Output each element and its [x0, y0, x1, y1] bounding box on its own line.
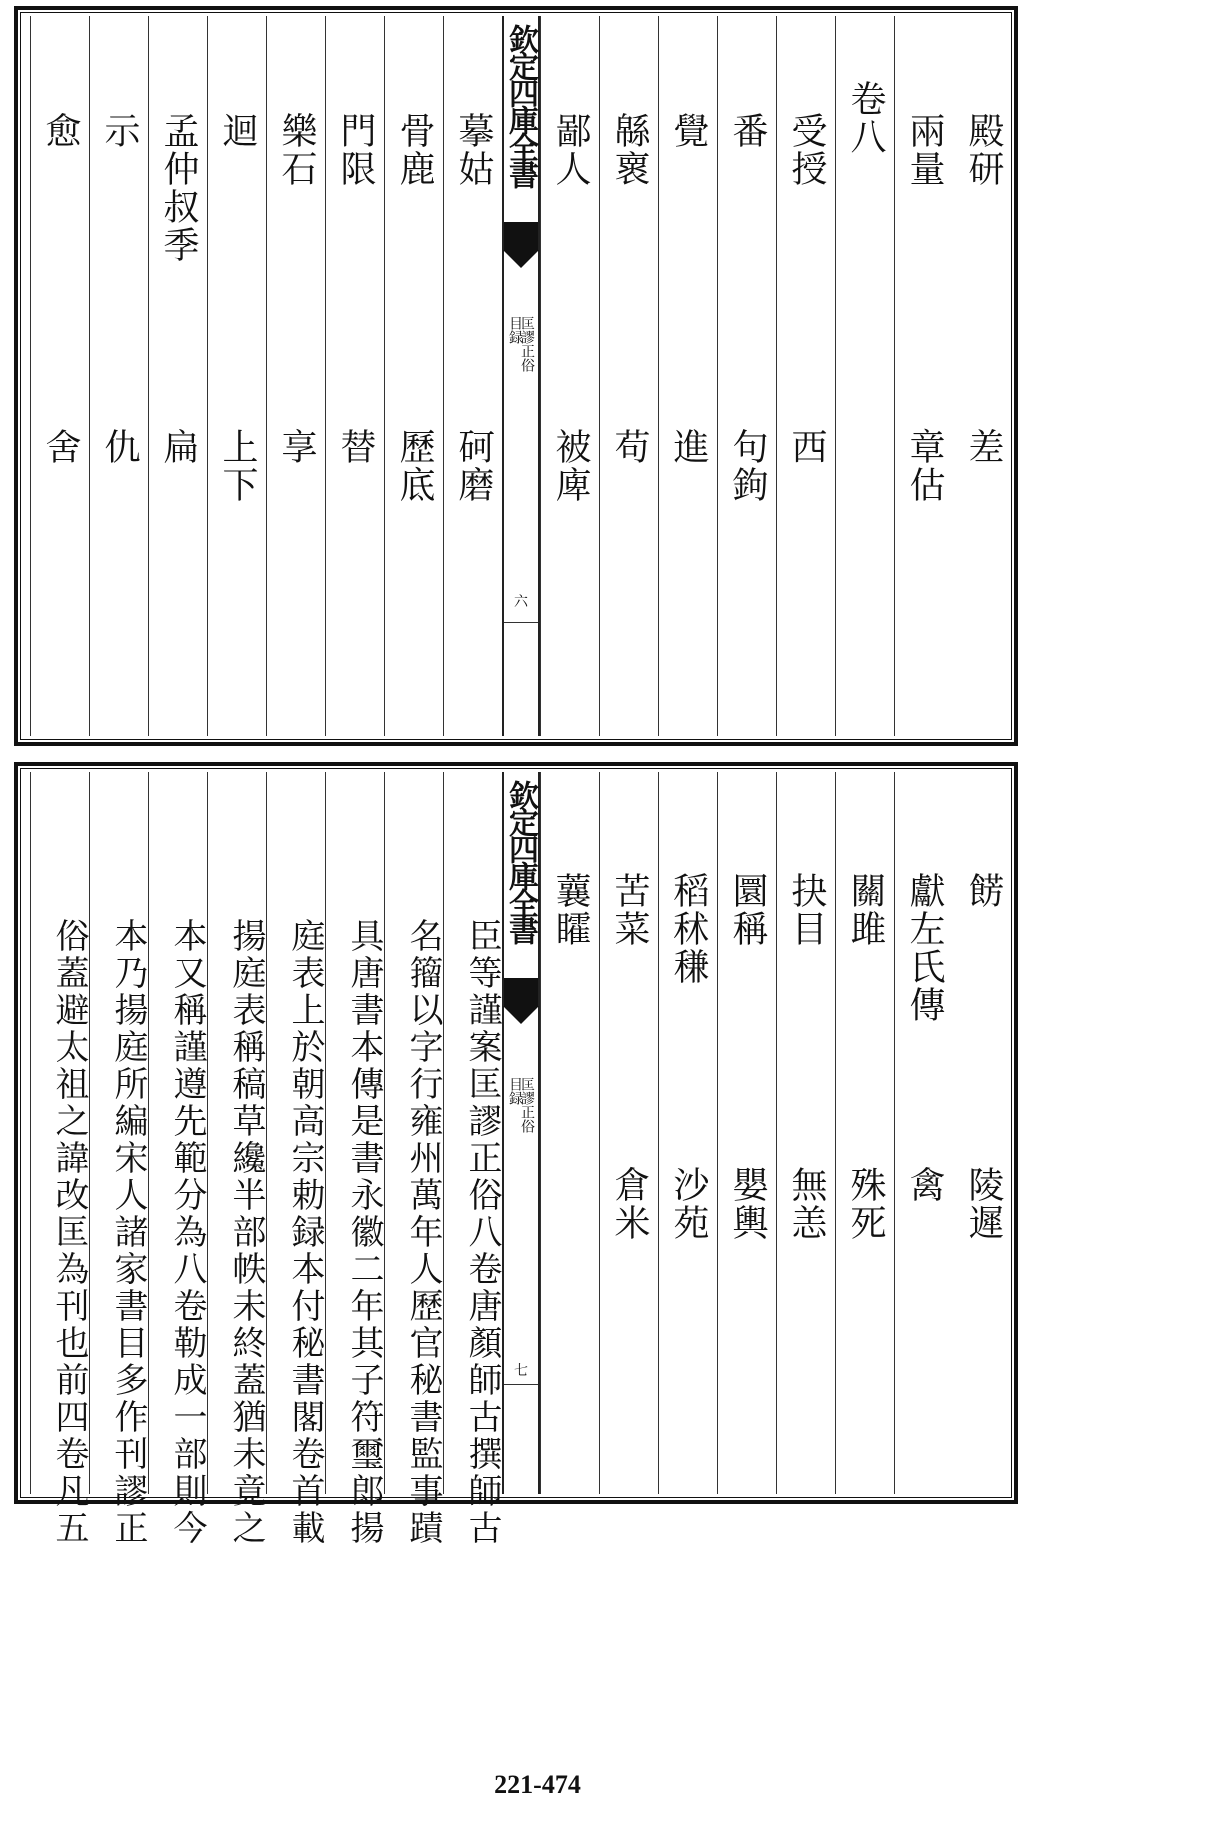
entry-upper: 孟仲叔季: [158, 112, 199, 264]
entry-lower: 上下: [217, 428, 258, 504]
text-column: [835, 772, 894, 1494]
text-column: [30, 772, 89, 1547]
entry-upper: 卷八: [845, 80, 886, 156]
text-column: [894, 16, 953, 736]
entry-upper: 樂石: [276, 112, 317, 188]
entry-lower: 殊死: [845, 1166, 886, 1242]
entry-upper: 鄙人: [550, 112, 591, 188]
entry-lower: 章估: [904, 428, 945, 504]
entry-upper: 骨鹿: [394, 112, 435, 188]
entry-lower: 倉米: [609, 1166, 650, 1242]
entry-lower: 嬰輿: [727, 1166, 768, 1242]
column-text: 本又稱謹遵先範分為八卷勒成一部則今: [167, 918, 207, 1547]
center-spine: [502, 772, 540, 1494]
text-column: [384, 772, 443, 1547]
text-column: [894, 772, 953, 1494]
entry-upper: 示: [99, 112, 140, 150]
text-column: [599, 16, 658, 736]
text-column: [953, 772, 1012, 1494]
entry-upper: 迴: [217, 112, 258, 150]
entry-upper: 稻秫稴: [668, 872, 709, 986]
page-folio-number: 221-474: [494, 1770, 581, 1799]
spine-section: 目録: [507, 316, 523, 344]
entry-lower: 替: [335, 428, 376, 466]
entry-lower: 享: [276, 428, 317, 466]
fishtail-mark: [504, 222, 538, 250]
text-column: [89, 16, 148, 736]
spine-title: 欽定四庫全書: [503, 780, 538, 942]
entry-upper: 摹姑: [453, 112, 494, 188]
spine-rule: [504, 1384, 538, 1385]
text-column: [148, 772, 207, 1547]
column-text: 揚庭表稱稿草纔半部帙未終蓋猶未竟之: [226, 918, 266, 1547]
text-column: [325, 772, 384, 1547]
spine-section: 目録: [507, 1077, 523, 1105]
spine-rule: [504, 622, 538, 623]
text-column: [717, 16, 776, 736]
spine-book-title: 匡謬正俗: [519, 1077, 535, 1133]
text-column: [776, 772, 835, 1494]
entry-lower: 扁: [158, 428, 199, 466]
text-column: [443, 772, 502, 1547]
text-column: [540, 772, 599, 1494]
entry-lower: 西: [786, 428, 827, 466]
entry-lower: 陵遲: [963, 1166, 1004, 1242]
entry-upper: 關雎: [845, 872, 886, 948]
fishtail-mark: [504, 978, 538, 1006]
text-column: [384, 16, 443, 736]
entry-lower: 沙苑: [668, 1166, 709, 1242]
text-column: [658, 772, 717, 1494]
text-column: [89, 772, 148, 1547]
text-column: [540, 16, 599, 736]
entry-lower: 砢磨: [453, 428, 494, 504]
column-text: 臣等謹案匡謬正俗八卷唐顏師古撰師古: [462, 918, 502, 1547]
text-column: [658, 16, 717, 736]
column-text: 名籀以字行雍州萬年人歷官秘書監事蹟: [403, 918, 443, 1547]
entry-lower: 被庳: [550, 428, 591, 504]
text-column: [266, 772, 325, 1547]
entry-lower: 禽: [904, 1166, 945, 1204]
text-column: [266, 16, 325, 736]
entry-lower: 舍: [40, 428, 81, 466]
entry-upper: 門限: [335, 112, 376, 188]
entry-upper: 殿研: [963, 112, 1004, 188]
text-column: [325, 16, 384, 736]
entry-upper: 兩量: [904, 112, 945, 188]
spine-folio: 七: [514, 1363, 528, 1379]
entry-upper: 番: [727, 112, 768, 150]
entry-lower: 歷底: [394, 428, 435, 504]
text-column: [717, 772, 776, 1494]
entry-upper: 緜褱: [609, 112, 650, 188]
entry-lower: 無恙: [786, 1166, 827, 1242]
entry-upper: 受授: [786, 112, 827, 188]
text-column: [443, 16, 502, 736]
text-column: [835, 16, 894, 736]
entry-lower: 差: [963, 428, 1004, 466]
text-column: [207, 16, 266, 736]
entry-upper: 獻左氏傳: [904, 872, 945, 1024]
entry-lower: 句鉤: [727, 428, 768, 504]
top-page: [14, 6, 1018, 746]
spine-folio: 六: [514, 594, 528, 610]
text-column: [30, 16, 89, 736]
column-text: 庭表上於朝高宗勅録本付秘書閣卷首載: [285, 918, 325, 1547]
entry-lower: 仇: [99, 428, 140, 466]
text-column: [953, 16, 1012, 736]
entry-upper: 愈: [40, 112, 81, 150]
spine-book-title: 匡謬正俗: [519, 316, 535, 372]
entry-upper: 覺: [668, 112, 709, 150]
entry-lower: 進: [668, 428, 709, 466]
entry-upper: 蘘矐: [550, 872, 591, 948]
text-column: [599, 772, 658, 1494]
column-text: 本乃揚庭所編宋人諸家書目多作刊謬正: [108, 918, 148, 1547]
text-column: [148, 16, 207, 736]
column-text: 俗蓋避太祖之諱改匡為刊也前四卷凡五: [49, 918, 89, 1547]
center-spine: [502, 16, 540, 736]
entry-upper: 抉目: [786, 872, 827, 948]
text-column: [776, 16, 835, 736]
column-text: 具唐書本傳是書永徽二年其子符璽郎揚: [344, 918, 384, 1547]
entry-upper: 苦菜: [609, 872, 650, 948]
spine-title: 欽定四庫全書: [503, 24, 538, 186]
entry-lower: 苟: [609, 428, 650, 466]
entry-upper: 餝: [963, 872, 1004, 910]
bottom-page: [14, 762, 1018, 1547]
text-column: [207, 772, 266, 1547]
entry-upper: 圜稱: [727, 872, 768, 948]
